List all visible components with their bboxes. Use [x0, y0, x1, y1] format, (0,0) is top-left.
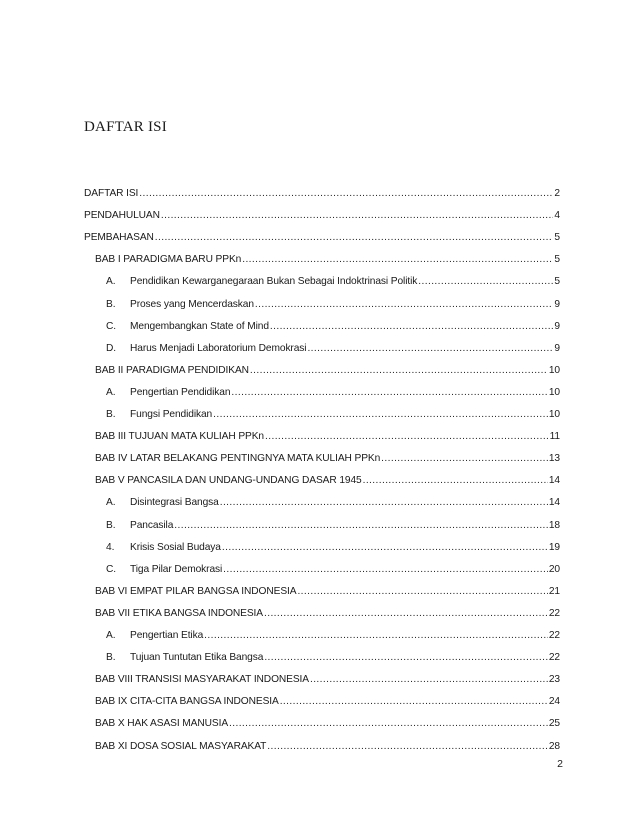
- toc-entry-page-number: 5: [554, 276, 560, 288]
- toc-entry-page-number: 20: [548, 563, 560, 575]
- toc-entry[interactable]: [106, 537, 560, 553]
- toc-entry[interactable]: [84, 183, 560, 199]
- toc-entry-title: BAB IX CITA-CITA BANGSA INDONESIA: [95, 696, 279, 708]
- toc-entry-marker: C.: [106, 320, 116, 332]
- toc-entry-page-number: 9: [554, 298, 560, 310]
- toc-entry[interactable]: [106, 647, 560, 663]
- toc-entry[interactable]: [95, 426, 560, 442]
- toc-entry-title: BAB IV LATAR BELAKANG PENTINGNYA MATA KULIAH PPKn: [95, 453, 381, 465]
- toc-entry[interactable]: [106, 271, 560, 287]
- toc-entry-page-number: 13: [548, 453, 560, 465]
- dot-leader: [242, 254, 553, 265]
- toc-entry-page-number: 14: [548, 497, 560, 509]
- dot-leader: [231, 387, 547, 398]
- toc-entry-marker: D.: [106, 342, 116, 354]
- toc-entry-page-number: 28: [548, 740, 560, 752]
- toc-entry-title: BAB VIII TRANSISI MASYARAKAT INDONESIA: [95, 674, 309, 686]
- toc-entry-page-number: 4: [554, 210, 560, 222]
- toc-heading: DAFTAR ISI: [84, 119, 167, 135]
- toc-entry-title: PEMBAHASAN: [84, 232, 154, 244]
- toc-entry-marker: B.: [106, 409, 116, 420]
- toc-entry[interactable]: [106, 515, 560, 531]
- toc-entry[interactable]: [106, 404, 560, 420]
- dot-leader: [363, 475, 548, 486]
- toc-entry-page-number: 9: [554, 342, 560, 354]
- dot-leader: [381, 453, 548, 464]
- toc-entry-title: BAB II PARADIGMA PENDIDIKAN: [95, 364, 249, 376]
- page-number: 2: [557, 758, 563, 770]
- dot-leader: [161, 210, 554, 221]
- toc-entry-page-number: 5: [554, 232, 560, 244]
- toc-entry-page-number: 2: [554, 188, 560, 199]
- toc-entry-title: BAB III TUJUAN MATA KULIAH PPKn: [95, 431, 265, 443]
- dot-leader: [310, 674, 548, 685]
- dot-leader: [222, 542, 548, 553]
- toc-entry-marker: A.: [106, 630, 116, 641]
- toc-entry-title: Proses yang Mencerdaskan: [130, 298, 254, 310]
- toc-entry-title: Pancasila: [130, 519, 174, 531]
- dot-leader: [139, 188, 553, 199]
- dot-leader: [223, 564, 548, 575]
- toc-entry-title: BAB I PARADIGMA BARU PPKn: [95, 254, 242, 266]
- toc-entry-page-number: 14: [548, 475, 560, 487]
- dot-leader: [174, 520, 548, 531]
- toc-entry-page-number: 22: [548, 607, 560, 619]
- toc-entry[interactable]: [106, 294, 560, 310]
- toc-entry-page-number: 23: [548, 674, 560, 686]
- toc-entry-page-number: 10: [548, 364, 560, 376]
- toc-entry-page-number: 10: [548, 409, 560, 420]
- toc-entry[interactable]: [106, 316, 560, 332]
- toc-entry-title: Harus Menjadi Laboratorium Demokrasi: [130, 342, 307, 354]
- toc-entry[interactable]: [95, 360, 560, 376]
- dot-leader: [220, 497, 548, 508]
- toc-entry-page-number: 11: [549, 431, 560, 443]
- dot-leader: [307, 343, 553, 354]
- toc-entry-page-number: 21: [548, 585, 560, 597]
- dot-leader: [229, 718, 548, 729]
- toc-entry[interactable]: [106, 338, 560, 354]
- toc-entry-page-number: 18: [548, 519, 560, 531]
- toc-entry-marker: A.: [106, 497, 116, 509]
- toc-entry-page-number: 24: [548, 696, 560, 708]
- toc-entry-title: BAB VII ETIKA BANGSA INDONESIA: [95, 607, 263, 619]
- dot-leader: [155, 232, 554, 243]
- toc-entry-title: Pendidikan Kewarganegaraan Bukan Sebagai Indoktrinasi Politik: [130, 276, 418, 288]
- dot-leader: [255, 299, 554, 310]
- toc-entry-marker: B.: [106, 519, 116, 531]
- dot-leader: [265, 431, 549, 442]
- toc-entry-page-number: 5: [554, 254, 560, 266]
- dot-leader: [297, 586, 547, 597]
- toc-entry-page-number: 22: [548, 630, 560, 641]
- toc-entry[interactable]: [106, 625, 560, 641]
- dot-leader: [418, 276, 553, 287]
- toc-entry[interactable]: [95, 470, 560, 486]
- dot-leader: [280, 696, 548, 707]
- toc-entry-page-number: 25: [548, 718, 560, 730]
- toc-entry-page-number: 10: [548, 386, 560, 398]
- toc-entry-title: BAB VI EMPAT PILAR BANGSA INDONESIA: [95, 585, 297, 597]
- toc-entry-marker: A.: [106, 276, 116, 288]
- toc-entry[interactable]: [95, 713, 560, 729]
- toc-entry[interactable]: [95, 249, 560, 265]
- toc-entry[interactable]: [95, 691, 560, 707]
- toc-entry-page-number: 19: [548, 541, 560, 553]
- toc-entry-title: PENDAHULUAN: [84, 210, 160, 222]
- toc-entry[interactable]: [106, 492, 560, 508]
- toc-entry-page-number: 22: [548, 652, 560, 664]
- toc-entry-page-number: 9: [554, 320, 560, 332]
- toc-entry[interactable]: [95, 669, 560, 685]
- toc-entry[interactable]: [84, 205, 560, 221]
- toc-entry[interactable]: [84, 227, 560, 243]
- toc-entry-title: Mengembangkan State of Mind: [130, 320, 269, 332]
- toc-entry-title: BAB XI DOSA SOSIAL MASYARAKAT: [95, 740, 267, 752]
- toc-entry-title: Krisis Sosial Budaya: [130, 541, 221, 553]
- dot-leader: [250, 365, 548, 376]
- toc-entry[interactable]: [106, 382, 560, 398]
- toc-entry[interactable]: [106, 559, 560, 575]
- dot-leader: [264, 608, 548, 619]
- toc-entry-title: Pengertian Etika: [130, 630, 204, 641]
- toc-entry[interactable]: [95, 603, 560, 619]
- toc-entry-title: BAB X HAK ASASI MANUSIA: [95, 718, 229, 730]
- toc-entry-marker: B.: [106, 298, 116, 310]
- toc-entry-marker: B.: [106, 652, 116, 664]
- toc-entry-marker: 4.: [106, 541, 115, 553]
- toc-entry-title: DAFTAR ISI: [84, 188, 139, 199]
- toc-entry[interactable]: [95, 581, 560, 597]
- toc-entry-title: Pengertian Pendidikan: [130, 386, 231, 398]
- toc-entry-title: Tujuan Tuntutan Etika Bangsa: [130, 652, 264, 664]
- dot-leader: [204, 630, 548, 641]
- dot-leader: [264, 652, 548, 663]
- dot-leader: [267, 741, 548, 752]
- dot-leader: [270, 321, 554, 332]
- toc-entry-marker: C.: [106, 563, 116, 575]
- toc-entry-marker: A.: [106, 386, 116, 398]
- toc-entry-title: Disintegrasi Bangsa: [130, 497, 219, 509]
- toc-entry[interactable]: [95, 448, 560, 464]
- dot-leader: [213, 409, 548, 420]
- toc-entry[interactable]: [95, 736, 560, 752]
- toc-entry-title: BAB V PANCASILA DAN UNDANG-UNDANG DASAR 1945: [95, 475, 362, 487]
- toc-entry-title: Tiga Pilar Demokrasi: [130, 563, 223, 575]
- toc-entry-title: Fungsi Pendidikan: [130, 409, 213, 420]
